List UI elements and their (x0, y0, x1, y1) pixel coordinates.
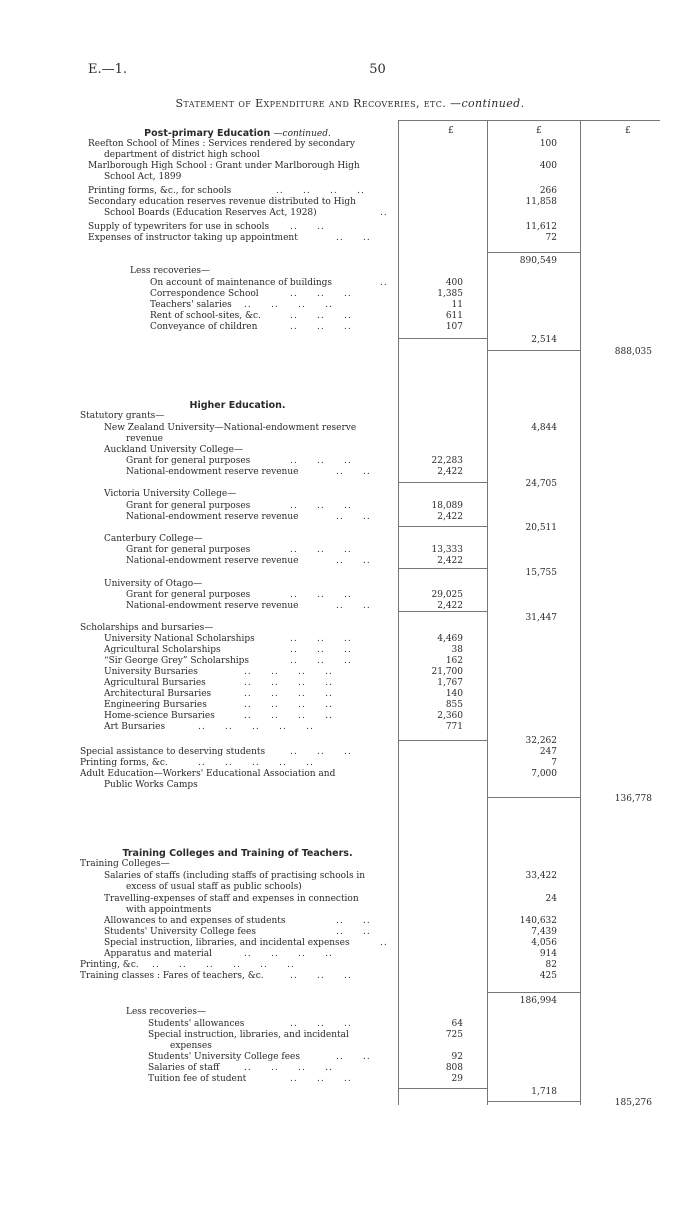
table-row (0, 905, 700, 916)
row-label: School Act, 1899 (104, 172, 182, 182)
amount-cell: 31,447 (525, 613, 557, 623)
table-row (0, 894, 700, 905)
row-label: revenue (126, 434, 163, 444)
table-row (0, 411, 700, 422)
row-label: School Boards (Education Reserves Act, 1928) (104, 208, 317, 218)
leader-dots: .. .. .. (290, 656, 352, 666)
row-label: expenses (170, 1041, 212, 1051)
table-row (0, 501, 700, 512)
amount-cell: 7 (551, 758, 557, 768)
table-row (0, 347, 700, 358)
section-heading-higher-education: Higher Education. (189, 400, 286, 411)
table-row (0, 711, 700, 722)
row-label: Grant for general purposes (126, 501, 251, 511)
row-label: Students' University College fees (148, 1052, 301, 1062)
amount-cell: 400 (539, 161, 557, 171)
row-label: Training classes : Fares of teachers, &c. (80, 971, 264, 981)
amount-cell: 247 (539, 747, 557, 757)
page-number: 50 (369, 62, 386, 77)
row-label: New Zealand University—National-endowment reserve (104, 423, 357, 433)
table-row (0, 445, 700, 456)
table-row (0, 971, 700, 982)
table-row (0, 949, 700, 960)
table-row (0, 489, 700, 500)
amount-cell: 914 (539, 949, 557, 959)
page-title (0, 97, 700, 110)
amount-cell: 2,422 (437, 512, 463, 522)
row-label: department of district high school (104, 150, 260, 160)
title-main: Statement of Expenditure and Recoveries, etc. (175, 97, 447, 110)
leader-dots: .. .. (336, 916, 371, 926)
amount-cell: 38 (451, 645, 463, 655)
table-row (0, 1041, 700, 1052)
table-row (0, 197, 700, 208)
amount-cell: 29 (451, 1074, 463, 1084)
amount-cell: 24,705 (525, 479, 557, 489)
row-label: with appointments (126, 905, 212, 915)
table-row (0, 335, 700, 346)
row-label: Travelling-expenses of staff and expenses in connection (104, 894, 359, 904)
amount-cell: 185,276 (614, 1098, 652, 1108)
table-row (0, 634, 700, 645)
amount-cell: 18,089 (431, 501, 463, 511)
table-row (0, 1019, 700, 1030)
row-label: Allowances to and expenses of students (104, 916, 286, 926)
amount-cell: 7,000 (531, 769, 557, 779)
leader-dots: .. .. .. (290, 634, 352, 644)
table-row (0, 1030, 700, 1041)
table-row (0, 780, 700, 791)
table-row (0, 139, 700, 150)
leader-dots: .. .. .. .. (244, 667, 333, 677)
amount-cell: 11,858 (525, 197, 557, 207)
table-row (0, 667, 700, 678)
row-label: Scholarships and bursaries— (80, 623, 214, 633)
table-row (0, 300, 700, 311)
leader-dots: .. .. .. (290, 645, 352, 655)
table-row (0, 266, 700, 277)
table-row (0, 161, 700, 172)
amount-cell: 29,025 (431, 590, 463, 600)
row-label: National-endowment reserve revenue (126, 467, 299, 477)
leader-dots: .. .. .. (290, 501, 352, 511)
leader-dots: .. .. .. .. (244, 300, 333, 310)
leader-dots: .. .. .. (290, 545, 352, 555)
row-label: University National Scholarships (104, 634, 255, 644)
leader-dots: .. .. .. .. (244, 949, 333, 959)
table-row (0, 1074, 700, 1085)
table-row (0, 534, 700, 545)
table-row (0, 1087, 700, 1098)
row-label: Architectural Bursaries (104, 689, 212, 699)
row-label: Printing forms, &c., for schools (88, 186, 232, 196)
currency-col-3: £ (625, 126, 631, 136)
leader-dots: .. .. .. .. (244, 678, 333, 688)
table-row (0, 456, 700, 467)
row-label: Grant for general purposes (126, 590, 251, 600)
row-label: Agricultural Bursaries (104, 678, 206, 688)
leader-dots: .. .. (336, 233, 371, 243)
row-label: Engineering Bursaries (104, 700, 207, 710)
amount-cell: 4,844 (531, 423, 557, 433)
amount-cell: 888,035 (614, 347, 652, 357)
row-label: National-endowment reserve revenue (126, 601, 299, 611)
table-row (0, 859, 700, 870)
leader-dots: .. .. .. (290, 322, 352, 332)
row-label: Students' allowances (148, 1019, 245, 1029)
row-label: Less recoveries— (126, 1007, 207, 1017)
amount-cell: 808 (445, 1063, 463, 1073)
leader-dots: .. .. .. (290, 289, 352, 299)
amount-cell: 72 (545, 233, 557, 243)
table-row (0, 623, 700, 634)
row-label: excess of usual staff as public schools) (126, 882, 302, 892)
row-label: Special instruction, libraries, and incidental expenses (104, 938, 350, 948)
leader-dots: .. .. (336, 1052, 371, 1062)
amount-cell: 11 (451, 300, 463, 310)
leader-dots: .. .. .. .. (276, 186, 365, 196)
row-label: Training Colleges— (80, 859, 170, 869)
currency-col-2: £ (536, 126, 542, 136)
row-label: Teachers' salaries (150, 300, 232, 310)
table-row (0, 278, 700, 289)
amount-cell: 890,549 (519, 256, 557, 266)
table-row (0, 736, 700, 747)
amount-cell: 4,469 (437, 634, 463, 644)
leader-dots: .. .. .. .. .. (198, 758, 314, 768)
table-row (0, 689, 700, 700)
table-row (0, 579, 700, 590)
row-label: Less recoveries— (130, 266, 211, 276)
table-row (0, 233, 700, 244)
amount-cell: 771 (445, 722, 463, 732)
leader-dots: .. .. (336, 467, 371, 477)
amount-cell: 82 (545, 960, 557, 970)
leader-dots: .. .. (290, 222, 325, 232)
row-label: Home-science Bursaries (104, 711, 215, 721)
table-row (0, 794, 700, 805)
table-row (0, 882, 700, 893)
row-label: Adult Education—Workers' Educational Association and (80, 769, 336, 779)
amount-cell: 611 (445, 311, 463, 321)
amount-cell: 7,439 (531, 927, 557, 937)
leader-dots: .. .. .. .. (244, 689, 333, 699)
section-heading-post-primary: Post-primary Education —continued. (144, 128, 331, 139)
leader-dots: .. .. .. (290, 747, 352, 757)
amount-cell: 32,262 (525, 736, 557, 746)
table-row (0, 556, 700, 567)
table-row (0, 150, 700, 161)
table-row (0, 545, 700, 556)
row-label: Public Works Camps (104, 780, 198, 790)
amount-cell: 33,422 (525, 871, 557, 881)
table-row (0, 871, 700, 882)
row-label: Expenses of instructor taking up appointment (88, 233, 298, 243)
row-label: Grant for general purposes (126, 545, 251, 555)
amount-cell: 266 (539, 186, 557, 196)
subtotal-rule (487, 992, 580, 993)
title-continued: —continued. (450, 97, 525, 110)
leader-dots: .. .. (336, 601, 371, 611)
table-row (0, 423, 700, 434)
row-label: “Sir George Grey” Scholarships (104, 656, 249, 666)
leader-dots: .. (380, 208, 388, 218)
amount-cell: 21,700 (431, 667, 463, 677)
amount-cell: 2,422 (437, 601, 463, 611)
amount-cell: 92 (451, 1052, 463, 1062)
amount-cell: 1,385 (437, 289, 463, 299)
amount-cell: 140 (445, 689, 463, 699)
row-label: Agricultural Scholarships (104, 645, 221, 655)
table-row (0, 645, 700, 656)
row-label: Grant for general purposes (126, 456, 251, 466)
row-label: Correspondence School (150, 289, 259, 299)
amount-cell: 64 (451, 1019, 463, 1029)
table-row (0, 568, 700, 579)
amount-cell: 186,994 (519, 996, 557, 1006)
amount-cell: 725 (445, 1030, 463, 1040)
row-label: Salaries of staff (148, 1063, 220, 1073)
row-label: Students' University College fees (104, 927, 257, 937)
amount-cell: 11,612 (525, 222, 557, 232)
amount-cell: 140,632 (519, 916, 557, 926)
leader-dots: .. .. .. .. (244, 1063, 333, 1073)
table-row (0, 960, 700, 971)
table-row (0, 916, 700, 927)
amount-cell: 136,778 (614, 794, 652, 804)
amount-cell: 20,511 (525, 523, 557, 533)
table-row (0, 322, 700, 333)
table-row (0, 512, 700, 523)
table-row (0, 1063, 700, 1074)
table-row (0, 927, 700, 938)
table-row (0, 1098, 700, 1109)
leader-dots: .. (380, 938, 388, 948)
table-row (0, 722, 700, 733)
table-row (0, 747, 700, 758)
table-row (0, 523, 700, 534)
row-label: National-endowment reserve revenue (126, 556, 299, 566)
leader-dots: .. .. .. .. (244, 700, 333, 710)
table-row (0, 222, 700, 233)
amount-cell: 2,422 (437, 467, 463, 477)
section-heading-training-colleges: Training Colleges and Training of Teachers. (122, 848, 353, 859)
row-label: Victoria University College— (104, 489, 237, 499)
table-row (0, 186, 700, 197)
leader-dots: .. .. .. (290, 311, 352, 321)
row-label: Tuition fee of student (148, 1074, 247, 1084)
leader-dots: .. .. .. (290, 1074, 352, 1084)
amount-cell: 855 (445, 700, 463, 710)
table-row (0, 311, 700, 322)
subtotal-rule (487, 252, 580, 253)
row-label: National-endowment reserve revenue (126, 512, 299, 522)
row-label: Rent of school-sites, &c. (150, 311, 261, 321)
table-row (0, 208, 700, 219)
leader-dots: .. .. (336, 927, 371, 937)
table-row (0, 289, 700, 300)
table-row (0, 590, 700, 601)
leader-dots: .. .. .. (290, 1019, 352, 1029)
top-rule (398, 120, 660, 121)
table-row (0, 1052, 700, 1063)
leader-dots: .. .. .. (290, 971, 352, 981)
page-reference: E.—1. (88, 62, 128, 77)
table-row (0, 996, 700, 1007)
leader-dots: .. .. .. .. (244, 711, 333, 721)
row-label: Secondary education reserves revenue distributed to High (88, 197, 356, 207)
amount-cell: 13,333 (431, 545, 463, 555)
row-label: Auckland University College— (104, 445, 243, 455)
row-label: Statutory grants— (80, 411, 165, 421)
table-row (0, 601, 700, 612)
table-row (0, 678, 700, 689)
row-label: University of Otago— (104, 579, 203, 589)
amount-cell: 400 (445, 278, 463, 288)
row-label: Conveyance of children (150, 322, 258, 332)
table-row (0, 1007, 700, 1018)
amount-cell: 2,422 (437, 556, 463, 566)
row-label: Canterbury College— (104, 534, 203, 544)
row-label: Apparatus and material (104, 949, 212, 959)
amount-cell: 4,056 (531, 938, 557, 948)
amount-cell: 107 (445, 322, 463, 332)
leader-dots: .. (380, 278, 388, 288)
leader-dots: .. .. (336, 556, 371, 566)
row-label: Supply of typewriters for use in schools (88, 222, 270, 232)
table-row (0, 467, 700, 478)
amount-cell: 2,360 (437, 711, 463, 721)
amount-cell: 1,718 (531, 1087, 557, 1097)
row-label: Marlborough High School : Grant under Marlborough High (88, 161, 360, 171)
leader-dots: .. .. .. .. .. (198, 722, 314, 732)
row-label: Special instruction, libraries, and incidental (148, 1030, 349, 1040)
amount-cell: 24 (545, 894, 557, 904)
table-row (0, 758, 700, 769)
row-label: Printing forms, &c. (80, 758, 168, 768)
row-label: Printing, &c. (80, 960, 139, 970)
row-label: Special assistance to deserving students (80, 747, 266, 757)
row-label: On account of maintenance of buildings (150, 278, 333, 288)
row-label: Reefton School of Mines : Services rendered by secondary (88, 139, 356, 149)
amount-cell: 2,514 (531, 335, 557, 345)
amount-cell: 1,767 (437, 678, 463, 688)
amount-cell: 425 (539, 971, 557, 981)
table-row (0, 656, 700, 667)
table-row (0, 700, 700, 711)
amount-cell: 100 (539, 139, 557, 149)
leader-dots: .. .. (336, 512, 371, 522)
row-label: Art Bursaries (104, 722, 166, 732)
table-row (0, 434, 700, 445)
table-row (0, 172, 700, 183)
leader-dots: .. .. .. (290, 590, 352, 600)
table-row (0, 938, 700, 949)
currency-col-1: £ (448, 126, 454, 136)
row-label: University Bursaries (104, 667, 198, 677)
row-label: Salaries of staffs (including staffs of practising schools in (104, 871, 366, 881)
leader-dots: .. .. .. .. .. .. (152, 960, 295, 970)
amount-cell: 162 (445, 656, 463, 666)
amount-cell: 22,283 (431, 456, 463, 466)
leader-dots: .. .. .. (290, 456, 352, 466)
table-row (0, 769, 700, 780)
amount-cell: 15,755 (525, 568, 557, 578)
